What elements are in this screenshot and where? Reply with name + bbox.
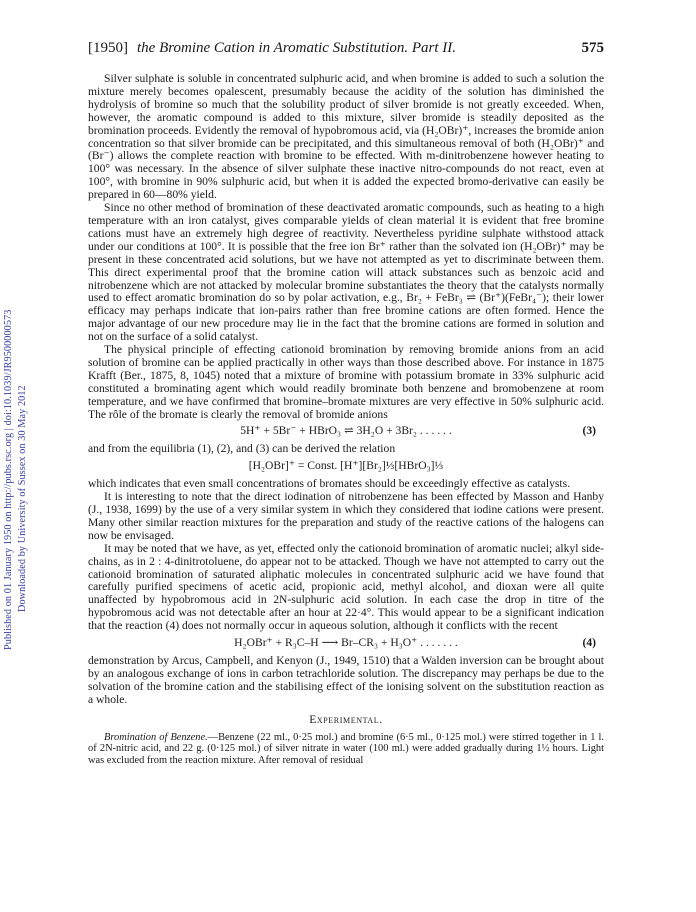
equation-number: (4) bbox=[582, 636, 596, 650]
body-paragraph: Silver sulphate is soluble in concentrated sulphuric acid, and when bromine is added to such a solution the mixture merely becomes opalescent, presumably because the acidity of the solution has diminished the hydrolysis of bromine so much that the solubility product of silver bromide is not greatly exceeded. When, however, the aromatic compound is added to this mixture, silver bromide is steadily deposited as the bromination proceeds. Evidently the removal of hypobromous acid, via (H₂OBr)⁺, increases the bromide anion concentration so that silver bromide can be precipitated, and this simultaneous removal of both (H₂OBr)⁺ and (Br⁻) allows the complete reaction with bromine to be effected. With m-dinitrobenzene however heating to 100° was necessary. In the absence of silver sulphate these inactive nitro-compounds do not react, even at 100°, with bromine in 90% sulphuric acid, but when it is added the expected bromo-derivative can easily be prepared in 60—80% yield. bbox=[88, 72, 604, 202]
page-number: 575 bbox=[581, 40, 604, 56]
equation-number: (3) bbox=[582, 424, 596, 438]
equation bbox=[88, 637, 604, 650]
equation-text: 5H⁺ + 5Br⁻ + HBrO₃ ⇌ 3H₂O + 3Br₂ . . . . . . bbox=[240, 424, 452, 438]
sidebar-publication-line: Published on 01 January 1950 on http://pubs.rsc.org | doi:10.1039/JR9500000573 bbox=[3, 309, 14, 650]
body-paragraph: It may be noted that we have, as yet, effected only the cationoid bromination of aromatic nuclei; alkyl side-chains, as in 2 : 4-dinitrotoluene, do appear not to be attacked. Though we have not attempted to carry out the cationoid bromination of saturated aliphatic molecules in concentrated sulphuric acid we have found that carefully purified specimens of acetic acid, propionic acid, methyl alcohol, and dioxan were all quite unaffected by hypobromous acid in 2N-sulphuric acid solution. In each case the drop in titre of the hypobromous acid was not detectable after an hour at 22·4°. This would appear to be a significant indication that the reaction (4) does not normally occur in aqueous solution, although it conflicts with the recent bbox=[88, 541, 604, 633]
sidebar-download-line: Downloaded by University of Sussex on 30 May 2012 bbox=[17, 385, 28, 612]
equation-text: [H₂OBr]⁺ = Const. [H⁺][Br₂]⅓[HBrO₃]⅓ bbox=[248, 459, 444, 473]
header-title: the Bromine Cation in Aromatic Substitution. Part II. bbox=[137, 40, 457, 56]
body-paragraph: and from the equilibria (1), (2), and (3) can be derived the relation bbox=[88, 442, 396, 456]
paragraph-lead: Bromination of Benzene. bbox=[104, 731, 208, 743]
running-header bbox=[88, 40, 604, 57]
body-paragraph: which indicates that even small concentrations of bromates should be exceedingly effective as catalysts. bbox=[88, 477, 571, 491]
body-paragraph: demonstration by Arcus, Campbell, and Kenyon (J., 1949, 1510) that a Walden inversion can be brought about by an analogous exchange of ions in carbon tetrachloride solution. The discrepancy may perhaps be due to the solvation of the bromine cation and the stabilising effect of the ionising solvent on the substitution reaction as a whole. bbox=[88, 653, 604, 706]
header-year: [1950] bbox=[88, 40, 128, 56]
article-body bbox=[88, 73, 604, 767]
body-paragraph: It is interesting to note that the direct iodination of nitrobenzene has been effected by Masson and Hanby (J., 1938, 1699) by the use of a very similar system in which they considered that iodine cations were present. Many other similar reaction mixtures for the preparation and study of the reactive cations of the halogens can now be envisaged. bbox=[88, 490, 604, 542]
body-paragraph: Since no other method of bromination of these deactivated aromatic compounds, such as heating to a high temperature with an iron catalyst, gives comparable yields of clean material it is evident that free bromine cations must have an extremely high degree of reactivity. Nevertheless pyridine sulphate withstood attack under our conditions at 100°. It is possible that the free ion Br⁺ rather than the solvated ion (H₂OBr)⁺ may be present in these concentrated acid solutions, but we have not attempted as yet to discriminate between them. This direct experimental proof that the bromine cation will attack substances such as benzoic acid and nitrobenzene which are not attacked by molecular bromine substantiates the theory that the catalysts normally used to effect aromatic bromination do so by polar activation, e.g., Br₂ + FeBr₃ ⇌ (Br⁺)(FeBr₄⁻); their lower efficacy may perhaps indicate that ion-pairs rather than free bromine cations are often formed. Hence the major advantage of our new procedure may lie in the fact that the bromine cations are formed in solution and not on the surface of a solid catalyst. bbox=[88, 201, 604, 344]
equation bbox=[88, 460, 604, 473]
experimental-paragraph bbox=[88, 732, 604, 767]
equation-text: H₂OBr⁺ + R₃C–H ⟶ Br–CR₃ + H₃O⁺ . . . . . . . bbox=[234, 636, 458, 650]
equation bbox=[88, 425, 604, 438]
running-title bbox=[88, 40, 456, 57]
paragraph-text: —Benzene (22 ml., 0·25 mol.) and bromine (6·5 ml., 0·125 mol.) were stirred together in 1 l. of 2N-nitric acid, and 22 g. (0·125 mol.) of silver nitrate in water (100 ml.) were added gradually during 1½ hours. Light was excluded from the reaction mixture. After removal of residual bbox=[88, 731, 604, 767]
section-heading: Experimental. bbox=[309, 712, 383, 726]
body-paragraph: The physical principle of effecting cationoid bromination by removing bromide anions from an acid solution of bromine can be applied practically in other ways than those described above. For instance in 1875 Krafft (Ber., 1875, 8, 1045) noted that a mixture of bromine with potassium bromate in 33% sulphuric acid constituted a brominating agent which would readily brominate both benzene and bromobenzene at room temperature, and we have confirmed that bromine–bromate mixtures are very effective in 50% sulphuric acid. The rôle of the bromate is clearly the removal of bromide anions bbox=[88, 343, 604, 421]
